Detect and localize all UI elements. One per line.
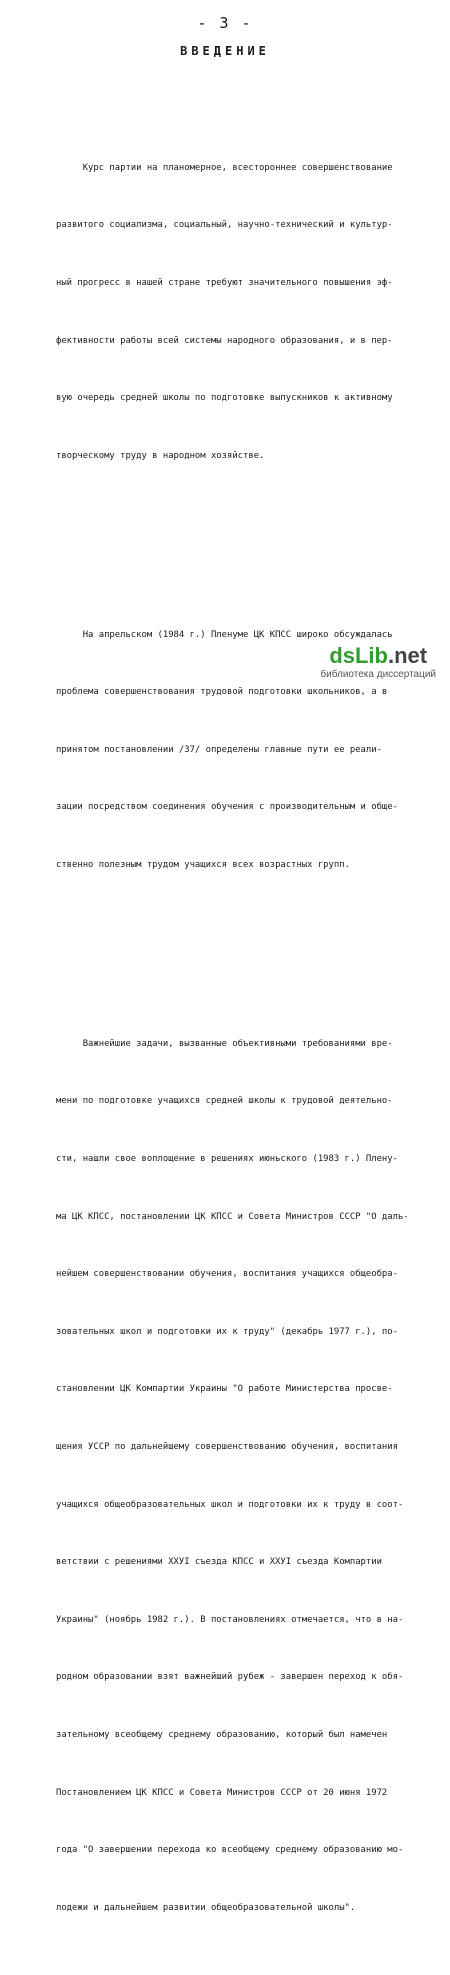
text-line: Курс партии на планомерное, всестороннее совершенствование	[56, 162, 393, 173]
paragraph-1	[56, 120, 416, 504]
body-text	[56, 82, 416, 1975]
text-line: развитого социализма, социальный, научно-технический и культур-	[56, 220, 393, 231]
text-line: Важнейшие задачи, вызванные объективными требованиями вре-	[56, 1038, 393, 1049]
text-line: года "О завершении перехода ко всеобщему среднему образованию мо-	[56, 1845, 404, 1856]
watermark-caption: библиотека диссертаций	[320, 669, 436, 680]
text-line: творческому труду в народном хозяйстве.	[56, 450, 265, 461]
text-line: вую очередь средней школы по подготовке выпускников к активному	[56, 393, 393, 404]
text-line: становлении ЦК Компартии Украины "О работе Министерства просве-	[56, 1384, 393, 1395]
text-line: Постановлением ЦК КПСС и Совета Министров СССР от 20 июня 1972	[56, 1787, 388, 1798]
text-line: зательному всеобщему среднему образованию, который был намечен	[56, 1729, 388, 1740]
paragraph-3	[56, 996, 416, 1956]
paragraph-2	[56, 587, 416, 913]
text-line: ветствии с решениями ХХУI съезда КПСС и ХХУI съезда Компартии	[56, 1557, 382, 1568]
text-line: нейшем совершенствовании обучения, воспитания учащихся общеобра-	[56, 1269, 398, 1280]
text-line: ма ЦК КПСС, постановлении ЦК КПСС и Совета Министров СССР "О даль-	[56, 1211, 409, 1222]
text-line: сти, нашли свое воплощение в решениях июньского (1983 г.) Плену-	[56, 1153, 398, 1164]
text-line: проблема совершенствования трудовой подготовки школьников, а в	[56, 687, 388, 698]
text-line: щения УССР по дальнейшему совершенствованию обучения, воспитания	[56, 1441, 398, 1452]
text-line: фективности работы всей системы народного образования, и в пер-	[56, 335, 393, 346]
text-line: Украины" (ноябрь 1982 г.). В постановлениях отмечается, что в на-	[56, 1614, 404, 1625]
text-line: зации посредством соединения обучения с производительным и обще-	[56, 802, 398, 813]
dslib-watermark[interactable]	[320, 644, 436, 681]
text-line: ный прогресс в нашей стране требуют значительного повышения эф-	[56, 278, 393, 288]
dslib-logo: dsLib.net	[329, 643, 428, 668]
text-line: родном образовании взят важнейший рубеж - завершен переход к обя-	[56, 1672, 404, 1683]
text-line: мени по подготовке учащихся средней школы к трудовой деятельно-	[56, 1096, 393, 1107]
text-line: На апрельском (1984 г.) Пленуме ЦК КПСС широко обсуждалась	[56, 629, 393, 640]
section-title: ВВЕДЕНИЕ	[180, 44, 270, 58]
text-line: принятом постановлении /37/ определены главные пути ее реали-	[56, 744, 382, 755]
text-line: зовательных школ и подготовки их к труду" (декабрь 1977 г.), по-	[56, 1326, 398, 1337]
text-line: учащихся общеобразовательных школ и подготовки их к труду в соот-	[56, 1499, 404, 1510]
page-number: - 3 -	[197, 14, 253, 32]
text-line: ственно полезным трудом учащихся всех возрастных групп.	[56, 859, 350, 870]
text-line: лодежи и дальнейшем развитии общеобразовательной школы".	[56, 1902, 356, 1913]
